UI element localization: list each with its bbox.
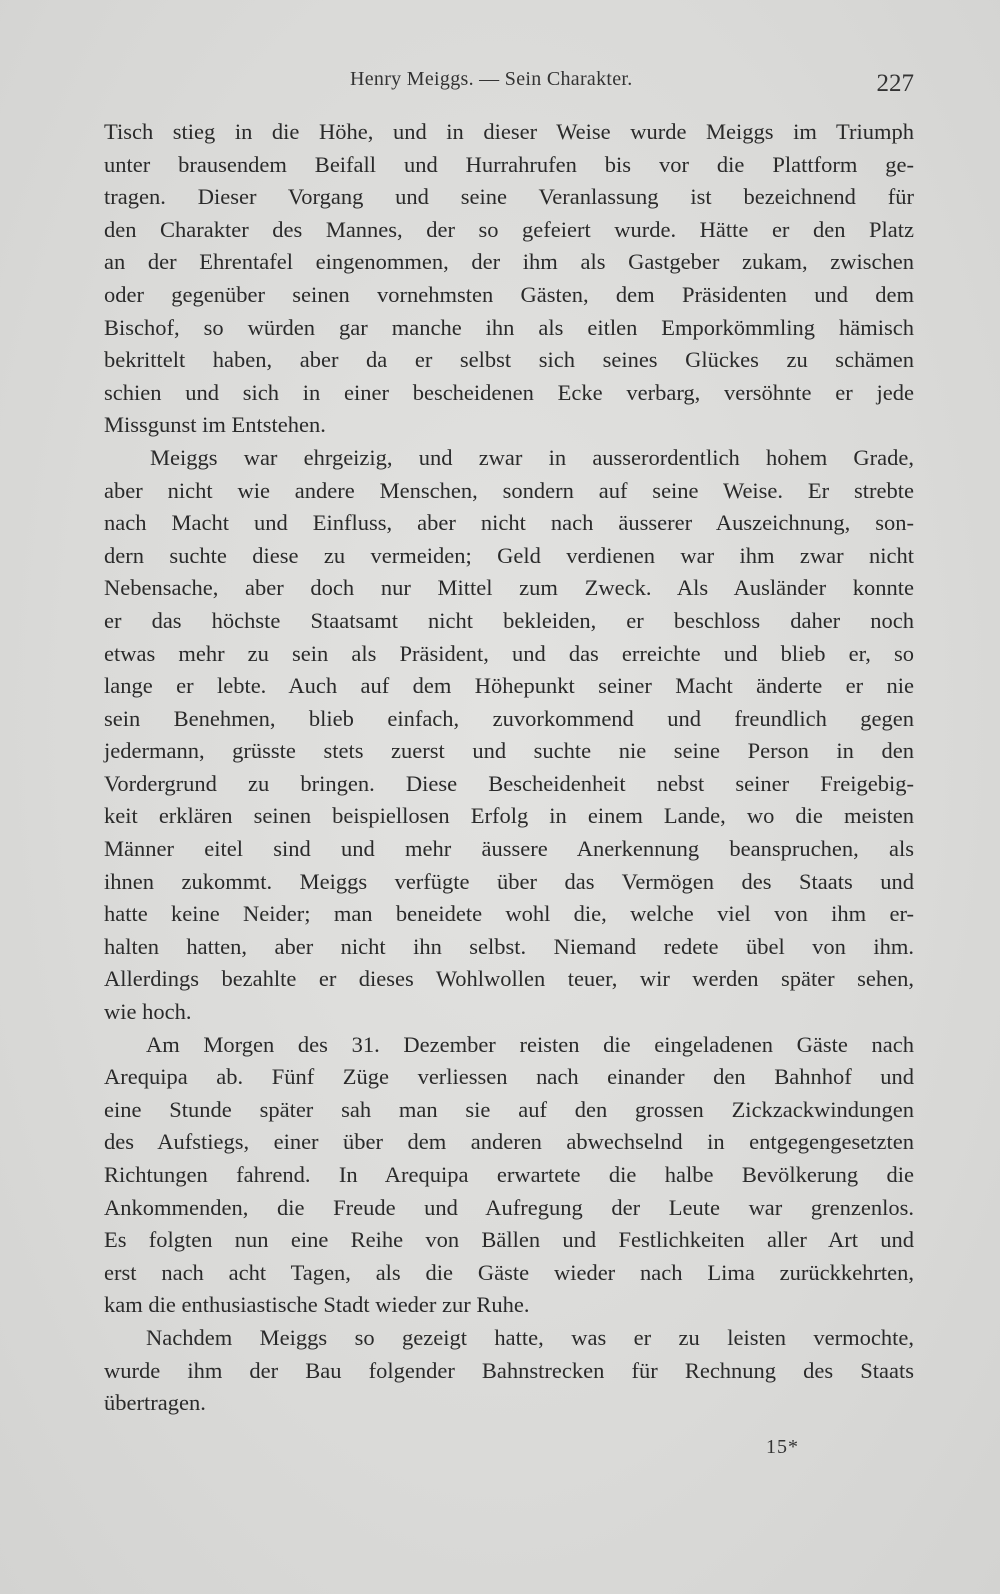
text-line: Männer eitel sind und mehr äussere Anerkennung beanspruchen, als [104, 836, 914, 862]
text-line: wurde ihm der Bau folgender Bahnstrecken für Rechnung des Staats [104, 1357, 914, 1383]
text-line: lange er lebte. Auch auf dem Höhepunkt seiner Macht änderte er nie [104, 673, 914, 699]
paragraph-start-line: Meiggs war ehrgeizig, und zwar in ausserordentlich hohem Grade, [150, 444, 914, 470]
text-line: Es folgten nun eine Reihe von Bällen und Festlichkeiten aller Art und [104, 1227, 914, 1253]
paragraph-end-line: kam die enthusiastische Stadt wieder zur Ruhe. [104, 1292, 530, 1318]
signature-mark: 15* [766, 1436, 799, 1458]
text-line: etwas mehr zu sein als Präsident, und das erreichte und blieb er, so [104, 640, 914, 666]
text-line: bekrittelt haben, aber da er selbst sich seines Glückes zu schämen [104, 347, 914, 373]
text-line: keit erklären seinen beispiellosen Erfolg in einem Lande, wo die meisten [104, 803, 914, 829]
text-line: sein Benehmen, blieb einfach, zuvorkommend und freundlich gegen [104, 705, 914, 731]
paragraph-start-line: Nachdem Meiggs so gezeigt hatte, was er zu leisten vermochte, [146, 1324, 914, 1350]
text-line: hatte keine Neider; man beneidete wohl die, welche viel von ihm er- [104, 901, 914, 927]
paragraph-end-line: übertragen. [104, 1390, 206, 1416]
text-line: Tisch stieg in die Höhe, und in dieser Weise wurde Meiggs im Triumph [104, 119, 914, 144]
text-line: schien und sich in einer bescheidenen Ecke verbarg, versöhnte er jede [104, 379, 914, 405]
text-line: jedermann, grüsste stets zuerst und suchte nie seine Person in den [104, 738, 914, 764]
text-line: an der Ehrentafel eingenommen, der ihm als Gastgeber zukam, zwischen [104, 249, 914, 275]
text-line: Bischof, so würden gar manche ihn als eitlen Emporkömmling hämisch [104, 314, 914, 340]
text-line: Nebensache, aber doch nur Mittel zum Zweck. Als Ausländer konnte [104, 575, 914, 601]
text-line: tragen. Dieser Vorgang und seine Veranlassung ist bezeichnend für [104, 184, 914, 210]
text-line: Vordergrund zu bringen. Diese Bescheidenheit nebst seiner Freigebig- [104, 770, 914, 796]
text-line: erst nach acht Tagen, als die Gäste wieder nach Lima zurückkehrten, [104, 1259, 914, 1285]
text-line: halten hatten, aber nicht ihn selbst. Niemand redete übel von ihm. [104, 933, 914, 959]
running-title: Henry Meiggs. — Sein Charakter. [350, 68, 633, 90]
text-line: den Charakter des Mannes, der so gefeiert wurde. Hätte er den Platz [104, 216, 914, 242]
paragraph-start-line: Am Morgen des 31. Dezember reisten die eingeladenen Gäste nach [146, 1031, 914, 1057]
text-line: unter brausendem Beifall und Hurrahrufen bis vor die Plattform ge- [104, 151, 914, 177]
text-line: eine Stunde später sah man sie auf den grossen Zickzackwindungen [104, 1096, 914, 1122]
text-line: nach Macht und Einfluss, aber nicht nach äusserer Auszeichnung, son- [104, 510, 914, 536]
text-line: des Aufstiegs, einer über dem anderen abwechselnd in entgegengesetzten [104, 1129, 914, 1155]
running-head [104, 64, 916, 98]
text-line: er das höchste Staatsamt nicht bekleiden, er beschloss daher noch [104, 607, 914, 633]
text-line: Ankommenden, die Freude und Aufregung der Leute war grenzenlos. [104, 1194, 914, 1220]
paragraph-end-line: wie hoch. [104, 999, 192, 1025]
text-line: oder gegenüber seinen vornehmsten Gästen, dem Präsidenten und dem [104, 281, 914, 307]
text-line: Arequipa ab. Fünf Züge verliessen nach einander den Bahnhof und [104, 1064, 914, 1090]
text-line: aber nicht wie andere Menschen, sondern auf seine Weise. Er strebte [104, 477, 914, 503]
text-line: Richtungen fahrend. In Arequipa erwartete die halbe Bevölkerung die [104, 1162, 914, 1187]
text-line: dern suchte diese zu vermeiden; Geld verdienen war ihm zwar nicht [104, 542, 914, 568]
body-text [104, 116, 914, 1420]
text-line: ihnen zukommt. Meiggs verfügte über das Vermögen des Staats und [104, 868, 914, 894]
page-number: 227 [876, 70, 914, 97]
paragraph-end-line: Missgunst im Entstehen. [104, 412, 326, 438]
text-line: Allerdings bezahlte er dieses Wohlwollen teuer, wir werden später sehen, [104, 966, 914, 992]
